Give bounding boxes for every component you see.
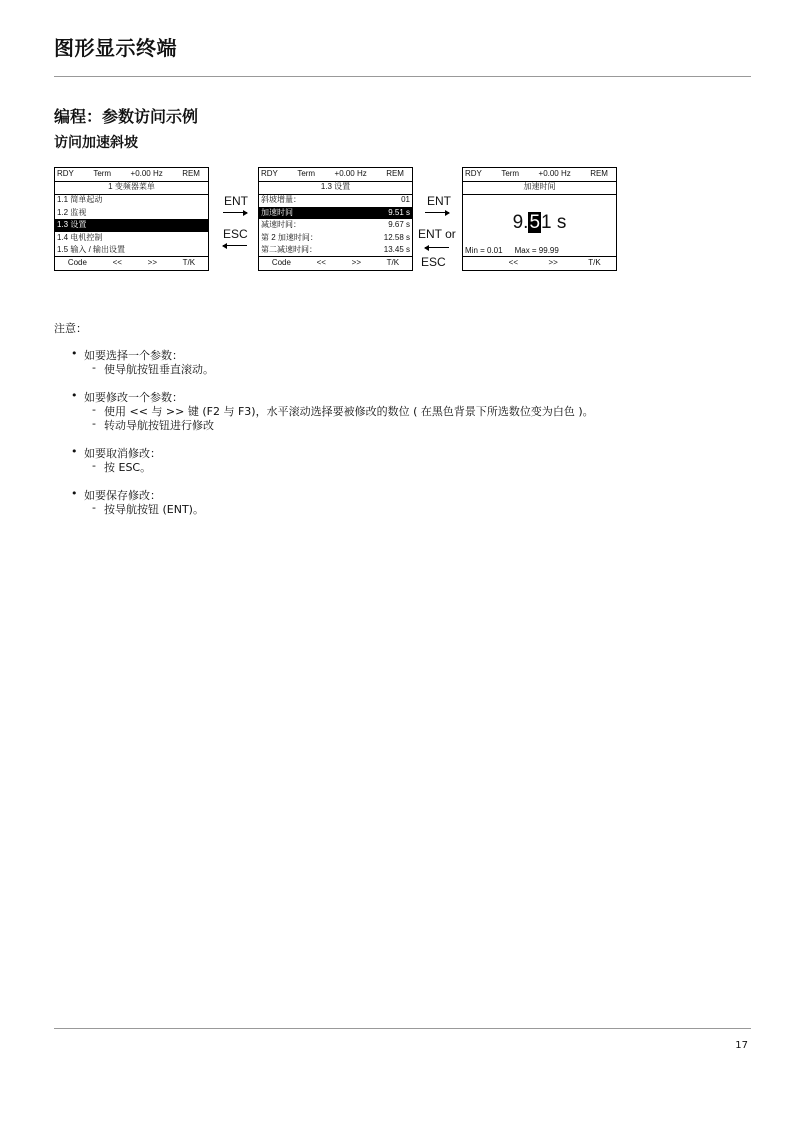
terminal-screen-accel-edit [462,167,617,271]
menu-item-selected[interactable]: 1.3 设置 [55,219,208,232]
min-limit: Min = 0.01 [465,246,503,255]
f4-tk-key[interactable]: T/K [386,258,400,268]
note-select-step: - 使导航按钮垂直滚动。 [92,361,214,377]
header-divider [54,76,751,77]
status-rdy: RDY [57,169,74,178]
left-arrow-icon [223,245,247,246]
section-title: 编程：参数访问示例 [54,107,199,126]
f3-right-key[interactable]: >> [351,258,361,268]
parameter-header: 加速时间 [463,181,616,195]
ent-label: ENT [224,194,248,208]
status-bar [259,168,412,182]
left-arrow-icon [425,247,449,248]
parameter-row[interactable]: 第 2 加速时间： 12.58 s [261,232,410,242]
status-bar [55,168,208,182]
note-save-step: - 按导航按钮 (ENT)。 [92,501,204,517]
f1-code-key[interactable]: Code [271,258,291,268]
esc-label: ESC [421,255,446,269]
f1-code-key[interactable]: Code [67,258,87,268]
menu-item[interactable]: 1.4 电机控制 [57,232,103,242]
menu-item[interactable]: 1.5 输入 / 输出设置 [57,245,126,255]
status-rem: REM [182,169,200,178]
f2-left-key[interactable]: << [316,258,326,268]
right-arrow-icon [425,212,449,213]
right-arrow-icon [223,212,247,213]
terminal-screen-drive-menu [54,167,209,271]
menu-header: 1.3 设置 [259,181,412,195]
f2-left-key[interactable]: << [508,258,519,268]
parameter-row-selected[interactable]: 加速时间 9.51 s [259,207,412,220]
function-key-bar [55,256,208,270]
subsection-title: 访问加速斜坡 [54,135,138,151]
notes-title: 注意： [54,322,87,335]
f3-right-key[interactable]: >> [548,258,558,268]
status-frequency: +0.00 Hz [130,169,163,178]
menu-item[interactable]: 1.1 简单起动 [57,195,103,204]
status-rdy: RDY [261,169,278,178]
page-title: 图形显示终端 [54,36,177,60]
page-number: 17 [735,1040,748,1051]
status-term: Term [501,169,520,178]
value-limits [465,246,614,255]
note-modify-step-1: - 使用 << 与 >> 键 (F2 与 F3)，水平滚动选择要被修改的数位 ( 在黑色背景下所选数位变为白色 )。 [92,403,594,419]
ent-label: ENT [427,194,451,208]
status-term: Term [93,169,112,178]
f3-right-key[interactable]: >> [147,258,157,268]
note-cancel-step: - 按 ESC。 [92,459,151,475]
parameter-row[interactable]: 斜坡增量： 01 [261,195,410,204]
note-modify-parameter: • 如要修改一个参数： [72,389,183,405]
f4-tk-key[interactable]: T/K [182,258,196,268]
status-rem: REM [386,169,404,178]
terminal-screen-settings [258,167,413,271]
note-modify-step-2: - 转动导航按钮进行修改 [92,417,214,433]
status-bar [463,168,616,182]
note-save-modification: • 如要保存修改： [72,487,161,503]
status-frequency: +0.00 Hz [538,169,571,178]
status-rdy: RDY [465,169,482,178]
selected-digit: 5 [529,212,541,233]
max-limit: Max = 99.99 [514,246,559,255]
menu-header: 1 变频器菜单 [55,181,208,195]
status-frequency: +0.00 Hz [334,169,367,178]
function-key-bar [463,256,616,270]
status-term: Term [297,169,316,178]
parameter-row[interactable]: 减速时间： 9.67 s [261,220,410,230]
note-cancel-modification: • 如要取消修改： [72,445,161,461]
function-key-bar [259,256,412,270]
f4-tk-key[interactable]: T/K [588,258,601,268]
ent-or-label: ENT or [418,227,456,241]
accel-time-value[interactable]: 9.51 s [512,212,567,233]
note-select-parameter: • 如要选择一个参数： [72,347,183,363]
menu-item[interactable]: 1.2 监视 [57,207,87,217]
footer-divider [54,1028,751,1029]
status-rem: REM [590,169,608,178]
esc-label: ESC [223,227,248,241]
parameter-row[interactable]: 第二减速时间： 13.45 s [261,245,410,255]
f2-left-key[interactable]: << [112,258,122,268]
